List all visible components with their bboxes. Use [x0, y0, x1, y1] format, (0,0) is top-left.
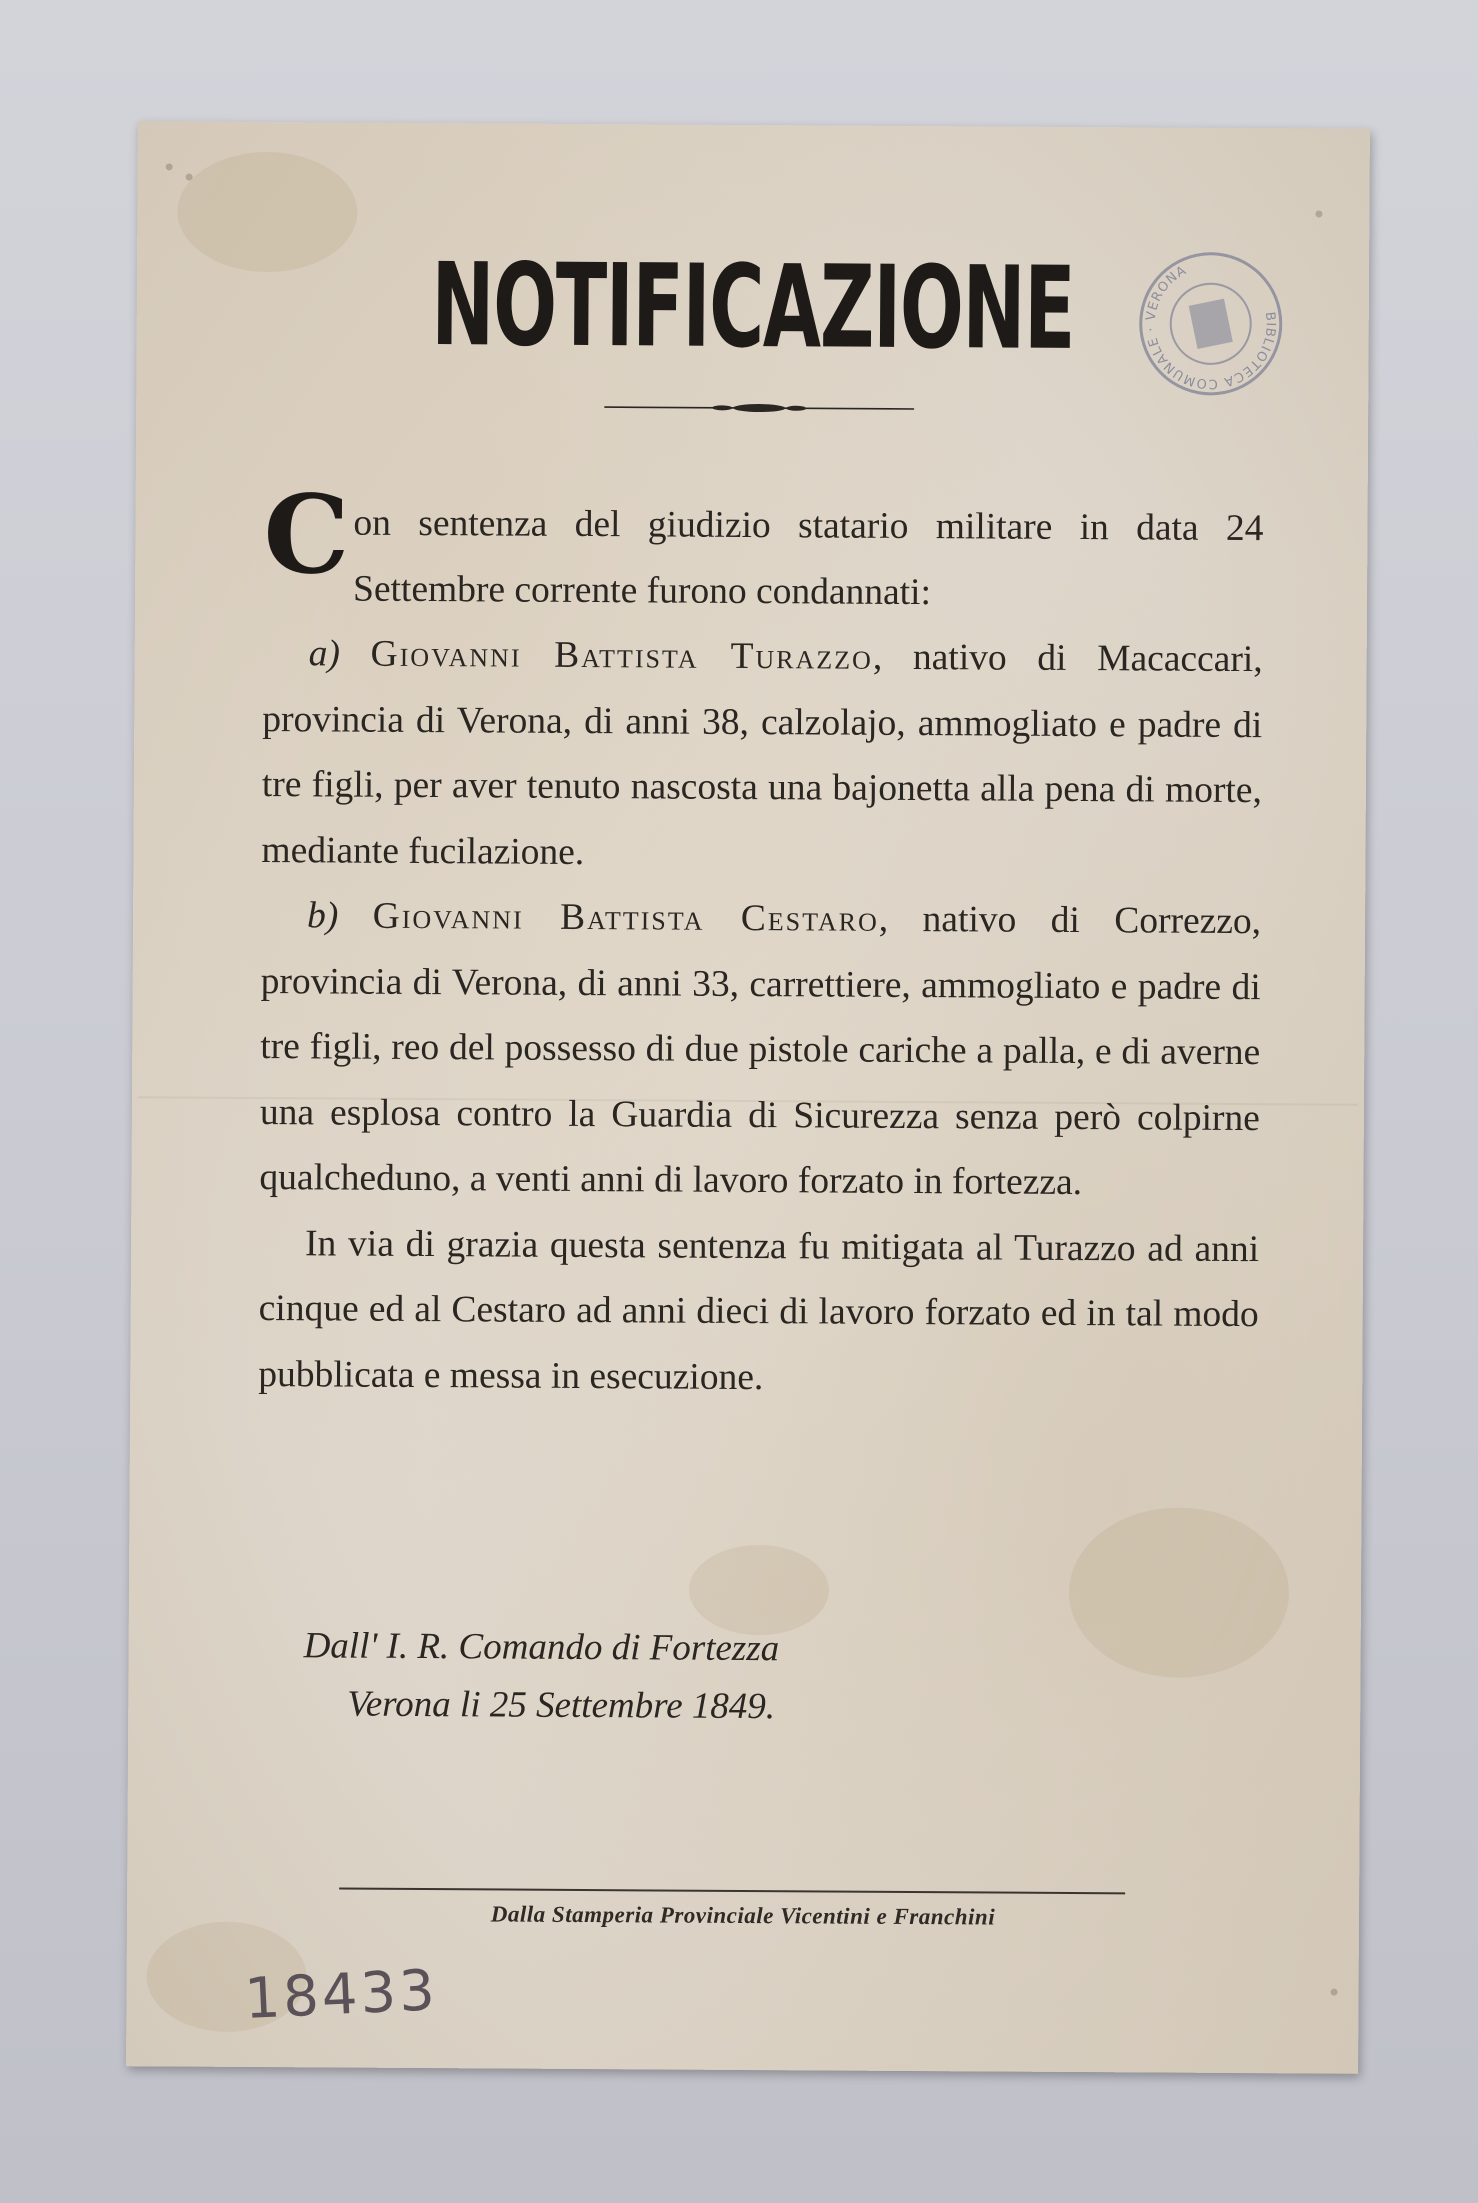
pin-hole	[186, 174, 193, 181]
pin-hole	[1331, 1989, 1338, 1996]
poster-sheet	[126, 121, 1370, 2073]
title-ornament-divider	[604, 400, 914, 416]
item-a-name: Giovanni Battista Turazzo	[370, 633, 874, 678]
paper-stain	[177, 151, 358, 272]
item-a-text: , nativo di Macaccari, provincia di Verona, di anni 38, calzolajo, ammogliato e padre di tre figli, per aver tenuto nascosta una bajonetta alla pena di morte, mediante fucilazione.	[261, 636, 1263, 873]
grace-paragraph: In via di grazia questa sentenza fu mitigata al Turazzo ad anni cinque ed al Cestaro ad anni dieci di lavoro forzato ed in tal modo pubblicata e messa in esecuzione.	[258, 1222, 1260, 1398]
signature-block	[303, 1617, 779, 1736]
stamp-text: BIBLIOTECA COMUNALE · VERONA	[1143, 263, 1278, 391]
handwritten-catalog-number: 18433	[243, 1958, 440, 2032]
signature-line-2: Verona li 25 Settembre 1849.	[347, 1683, 776, 1728]
item-b-name: Giovanni Battista Cestaro	[372, 895, 879, 940]
sentence-item-a	[261, 621, 1263, 889]
pin-hole	[1315, 210, 1322, 217]
item-b-marker: b)	[306, 895, 339, 937]
footer-rule	[339, 1888, 1125, 1895]
sentence-item-b	[259, 883, 1261, 1217]
drop-cap: C	[263, 472, 350, 599]
notice-body	[258, 472, 1264, 1413]
intro-text: on sentenza del giudizio statario militare in data 24 Settembre corrente furono condannati:	[352, 502, 1264, 613]
pin-hole	[166, 163, 173, 170]
printer-imprint: Dalla Stamperia Provinciale Vicentini e Franchini	[490, 1901, 996, 1930]
signature-line-1: Dall' I. R. Comando di Fortezza	[303, 1625, 780, 1670]
item-a-marker: a)	[308, 633, 341, 675]
poster-title: NOTIFICAZIONE	[431, 238, 1075, 375]
paper-stain	[1068, 1507, 1289, 1678]
library-stamp	[1121, 234, 1301, 414]
intro-paragraph	[263, 472, 1264, 627]
item-b-text: , nativo di Correzzo, provincia di Verona, di anni 33, carrettiere, ammogliato e padre di tre figli, reo del possesso di due pistole cariche a palla, e di averne una esplosa contro la Guardia di Sicurezza senza però colpirne qualcheduno, a venti anni di lavoro forzato in fortezza.	[259, 898, 1262, 1204]
